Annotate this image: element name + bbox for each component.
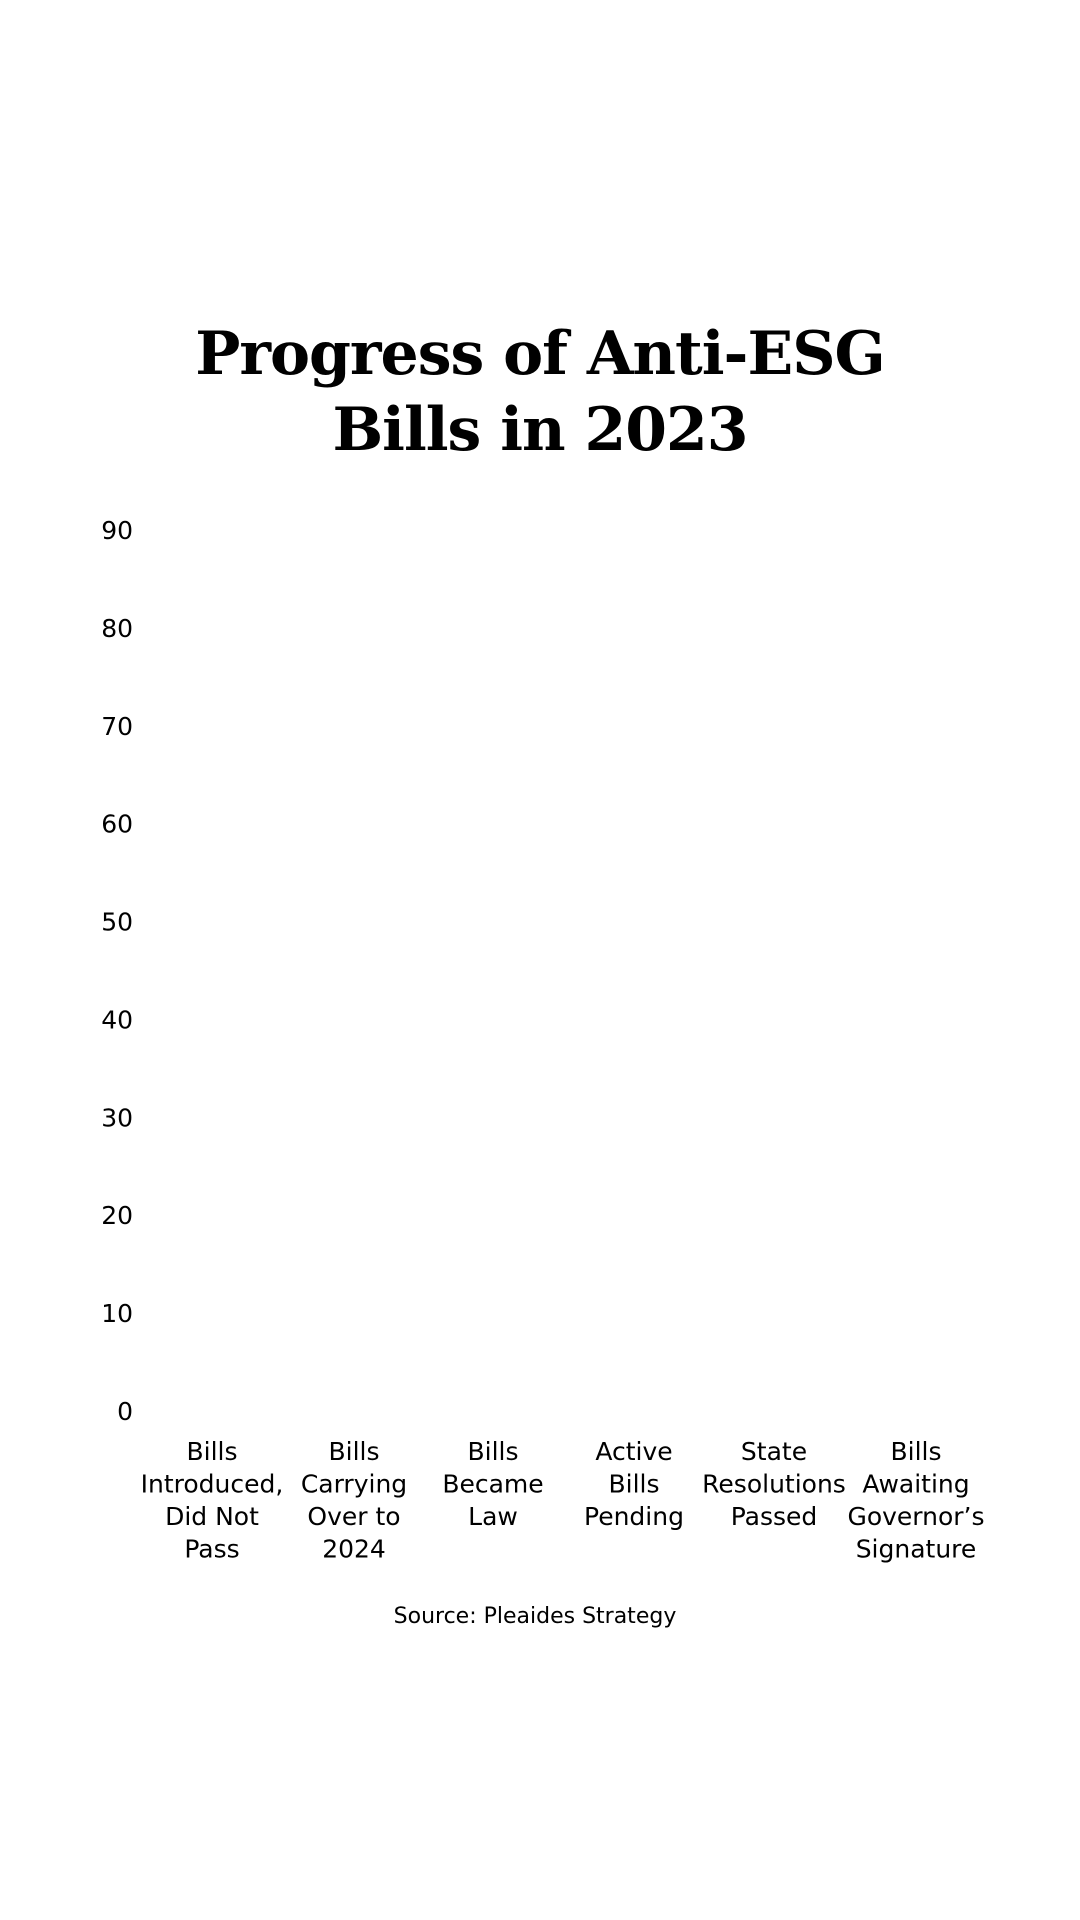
- x-category-label-line: Introduced,: [140, 1469, 284, 1499]
- x-category-label-line: Bills: [328, 1437, 380, 1466]
- chart-title-line-2: Bills in 2023: [332, 395, 748, 465]
- x-category-label-line: Passed: [730, 1502, 818, 1531]
- x-category-label-line: Pass: [184, 1534, 240, 1564]
- x-category-label: [442, 1437, 543, 1531]
- x-category-label-line: Bills: [186, 1437, 238, 1466]
- x-category-label-line: Over to: [307, 1502, 401, 1531]
- bar-chart: [0, 500, 1080, 1580]
- y-tick-label: 90: [101, 516, 133, 545]
- chart-source: Source: Pleaides Strategy: [393, 1604, 677, 1629]
- chart-title: [140, 316, 940, 468]
- x-category-label-line: Did Not: [165, 1502, 259, 1531]
- x-category-label: [847, 1437, 984, 1564]
- x-category-label-line: Bills: [890, 1437, 942, 1466]
- x-category-label: [141, 1437, 284, 1564]
- x-category-label-line: State: [740, 1437, 808, 1466]
- y-tick-label: 10: [101, 1299, 133, 1329]
- x-category-label-line: Carrying: [300, 1469, 408, 1499]
- x-category-label: [301, 1437, 407, 1564]
- y-tick-label: 60: [101, 809, 133, 839]
- x-category-label-line: Law: [468, 1502, 518, 1531]
- x-category-label-line: Awaiting: [862, 1469, 970, 1499]
- x-category-label: [584, 1437, 684, 1531]
- y-tick-label: 80: [101, 613, 133, 643]
- x-category-label-line: Signature: [855, 1534, 977, 1564]
- chart-title-line-1: Progress of Anti-ESG: [195, 319, 885, 389]
- x-category-label-line: Active: [595, 1437, 673, 1466]
- x-category-label-line: Resolutions: [702, 1469, 846, 1499]
- y-tick-label: 70: [101, 711, 133, 741]
- y-tick-label: 30: [101, 1103, 133, 1133]
- y-tick-label: 40: [101, 1005, 133, 1035]
- x-category-label-line: Pending: [584, 1502, 684, 1531]
- x-category-label-line: Bills: [608, 1469, 660, 1499]
- y-tick-label: 0: [117, 1397, 133, 1426]
- x-category-label: [702, 1437, 846, 1531]
- x-category-label-line: 2024: [322, 1534, 386, 1564]
- y-tick-label: 50: [101, 907, 133, 937]
- x-category-label-line: Became: [442, 1469, 544, 1499]
- x-category-label-line: Bills: [467, 1437, 519, 1466]
- x-category-label-line: Governor’s: [847, 1502, 985, 1531]
- y-tick-label: 20: [101, 1201, 133, 1231]
